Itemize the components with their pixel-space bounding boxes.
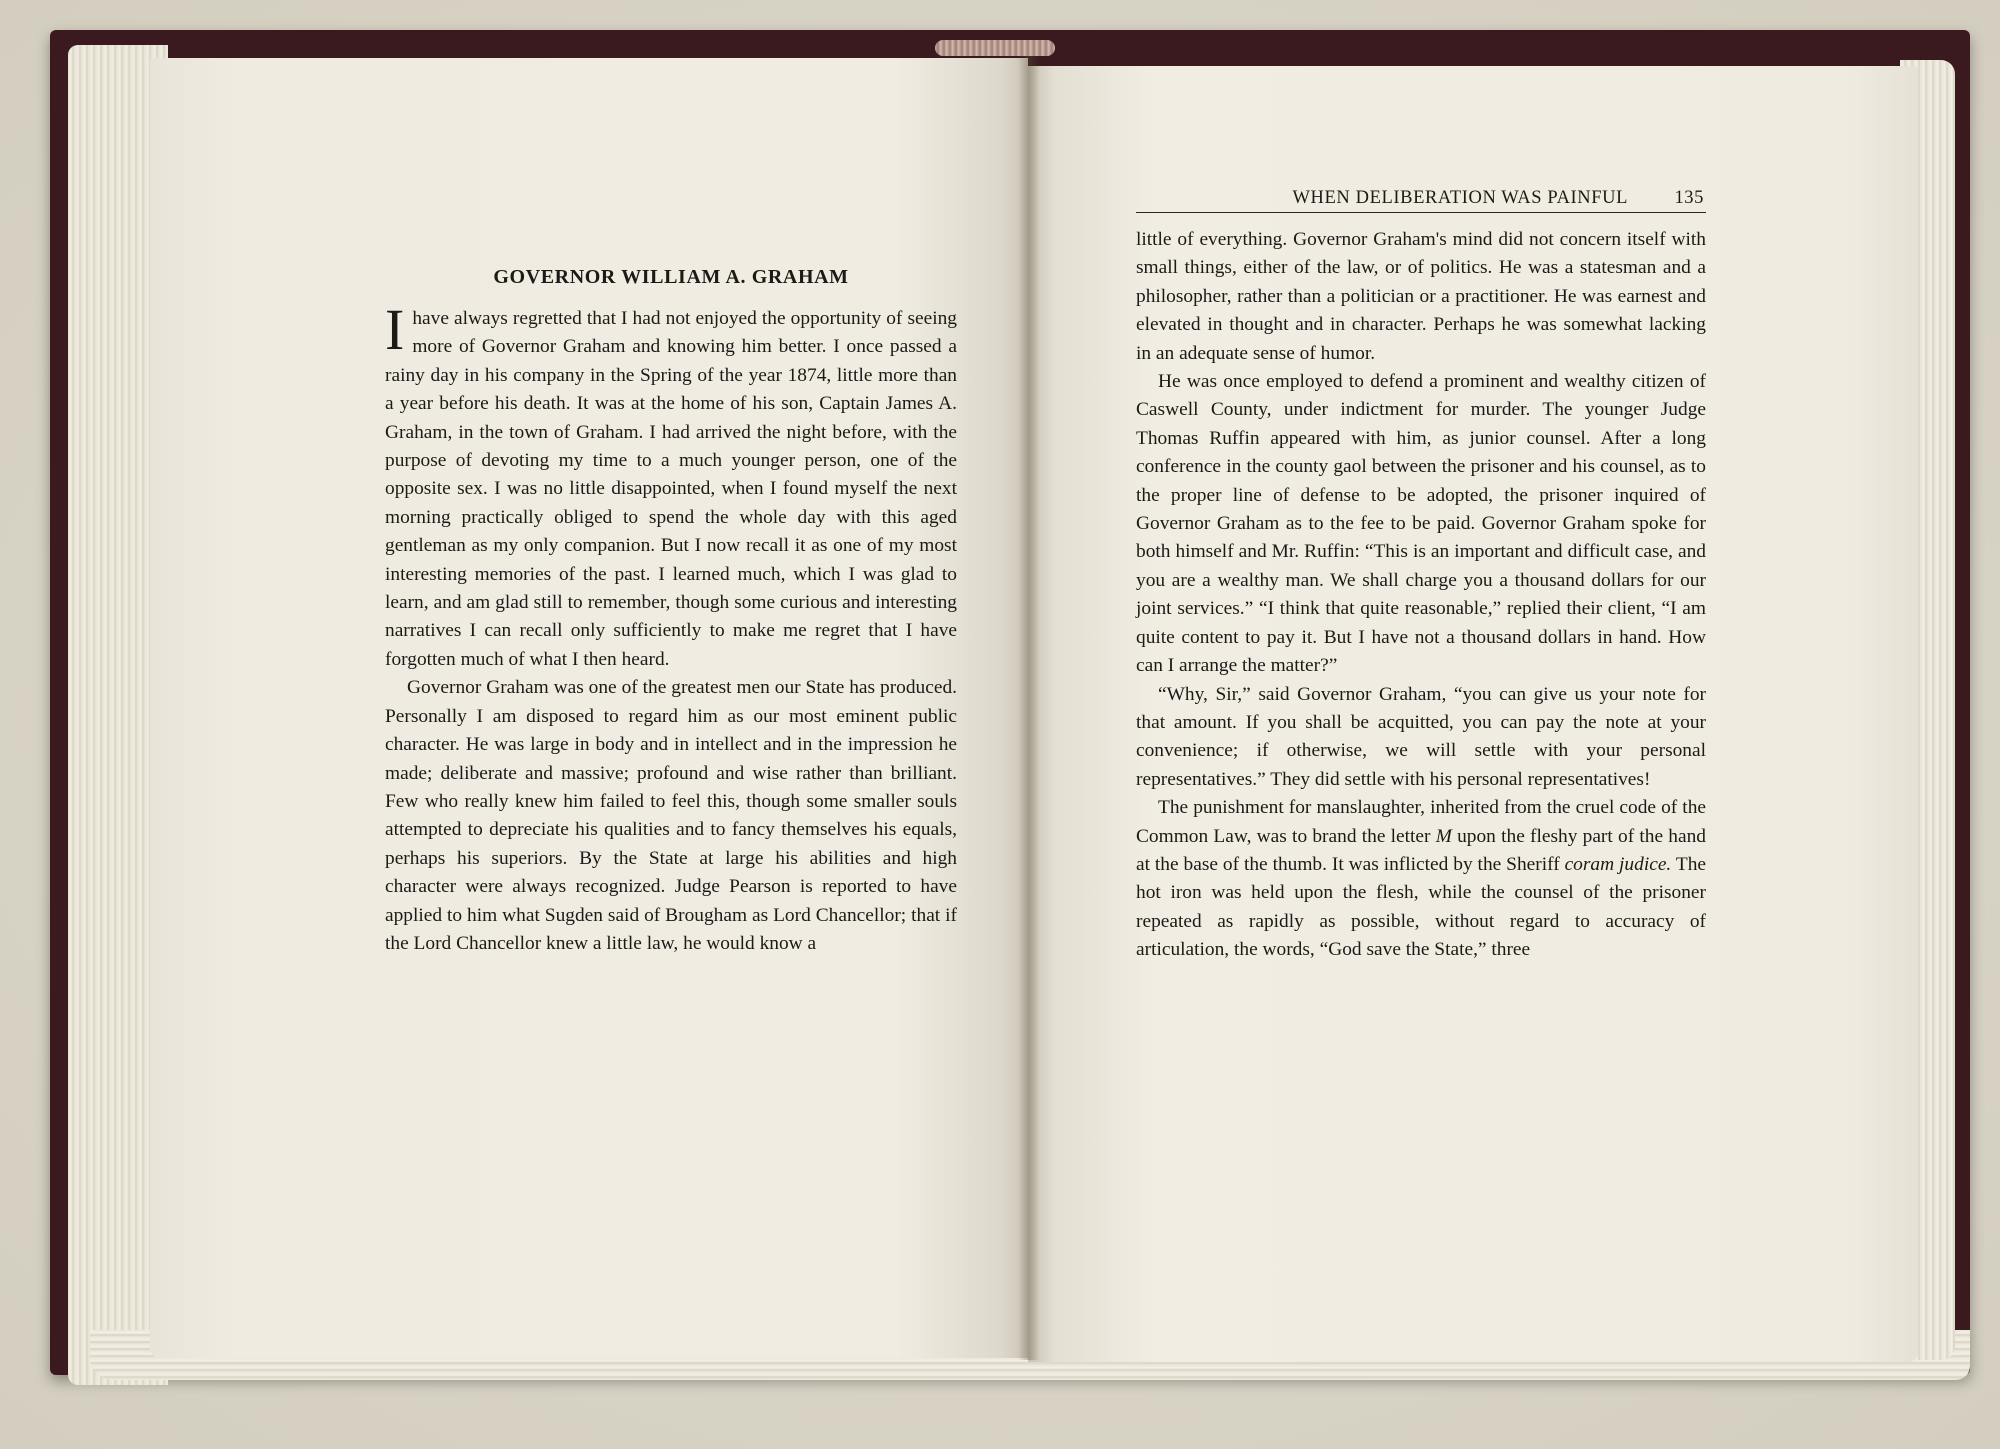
text-run: The hot iron was held upon the flesh, while the counsel of the prisoner repeated as rapidly as possible, without regard to accuracy of articulation, the words, “God save the State,” three (1136, 853, 1706, 961)
italic-phrase: coram judice. (1564, 853, 1672, 875)
left-page-text (385, 265, 957, 958)
page-number: 135 (1674, 188, 1704, 208)
text-run: The punishment for manslaughter, inherited from the cruel code of the Common Law, was to brand the letter (1136, 797, 1706, 847)
running-head (1136, 188, 1706, 213)
paragraph: He was once employed to defend a prominent and wealthy citizen of Caswell County, under indictment for murder. The younger Judge Thomas Ruffin appeared with him, as junior counsel. After a long conference in the county gaol between the prisoner and his counsel, as to the proper line of defense to be adopted, the prisoner inquired of Governor Graham as to the fee to be paid. Governor Graham spoke for both himself and Mr. Ruffin: “This is an important and difficult case, and you are a wealthy man. We shall charge you a thousand dollars for our joint services.” “I think that quite reasonable,” replied their client, “I am quite content to pay it. But I have not a thousand dollars in hand. How can I arrange the matter?” (1136, 371, 1706, 677)
headband (935, 40, 1055, 56)
right-page-text (1136, 226, 1706, 965)
chapter-title: GOVERNOR WILLIAM A. GRAHAM (493, 266, 849, 288)
text-run: upon the fleshy part of the hand at the base of the thumb. It was inflicted by the Sheriff (1136, 825, 1706, 875)
book-gutter (1018, 40, 1040, 1360)
paragraph: Governor Graham was one of the greatest men our State has produced. Personally I am disposed to regard him as our most eminent public character. He was large in body and in intellect and in the impression he made; deliberate and massive; profound and wise rather than brilliant. Few who really knew him failed to feel this, though some smaller souls attempted to depreciate his qualities and to fancy themselves his equals, perhaps his superiors. By the State at large his abilities and high character were always recognized. Judge Pearson is reported to have applied to him what Sugden said of Brougham as Lord Chancellor; that if the Lord Chancellor knew a little law, he would know a (385, 677, 957, 954)
paragraph-last (1136, 794, 1706, 964)
opening-paragraph (385, 297, 957, 674)
running-head-title: WHEN DELIBERATION WAS PAINFUL (1292, 188, 1628, 208)
paragraph: “Why, Sir,” said Governor Graham, “you can give us your note for that amount. If you shall be acquitted, you can pay the note at your convenience; if otherwise, we will settle with your personal representatives.” They did settle with his personal representatives! (1136, 683, 1706, 790)
drop-cap: I (385, 297, 405, 362)
italic-letter: M (1435, 825, 1452, 847)
continued-paragraph: little of everything. Governor Graham's mind did not concern itself with small things, either of the law, or of politics. He was a statesman and a philosopher, rather than a politician or a practitioner. He was earnest and elevated in thought and in character. Perhaps he was somewhat lacking in an adequate sense of humor. (1136, 229, 1706, 364)
paragraph-text: have always regretted that I had not enjoyed the opportunity of seeing more of Governor Graham and knowing him better. I once passed a rainy day in his company in the Spring of the year 1874, little more than a year before his death. It was at the home of his son, Captain James A. Graham, in the town of Graham. I had arrived the night before, with the purpose of devoting my time to a much younger person, one of the opposite sex. I was no little disappointed, when I found myself the next morning practically obliged to spend the whole day with this aged gentleman as my only companion. But I now recall it as one of my most interesting memories of the past. I learned much, which I was glad to learn, and am glad still to remember, though some curious and interesting narratives I can recall only sufficiently to make me regret that I have forgotten much of what I then heard. (385, 308, 957, 670)
